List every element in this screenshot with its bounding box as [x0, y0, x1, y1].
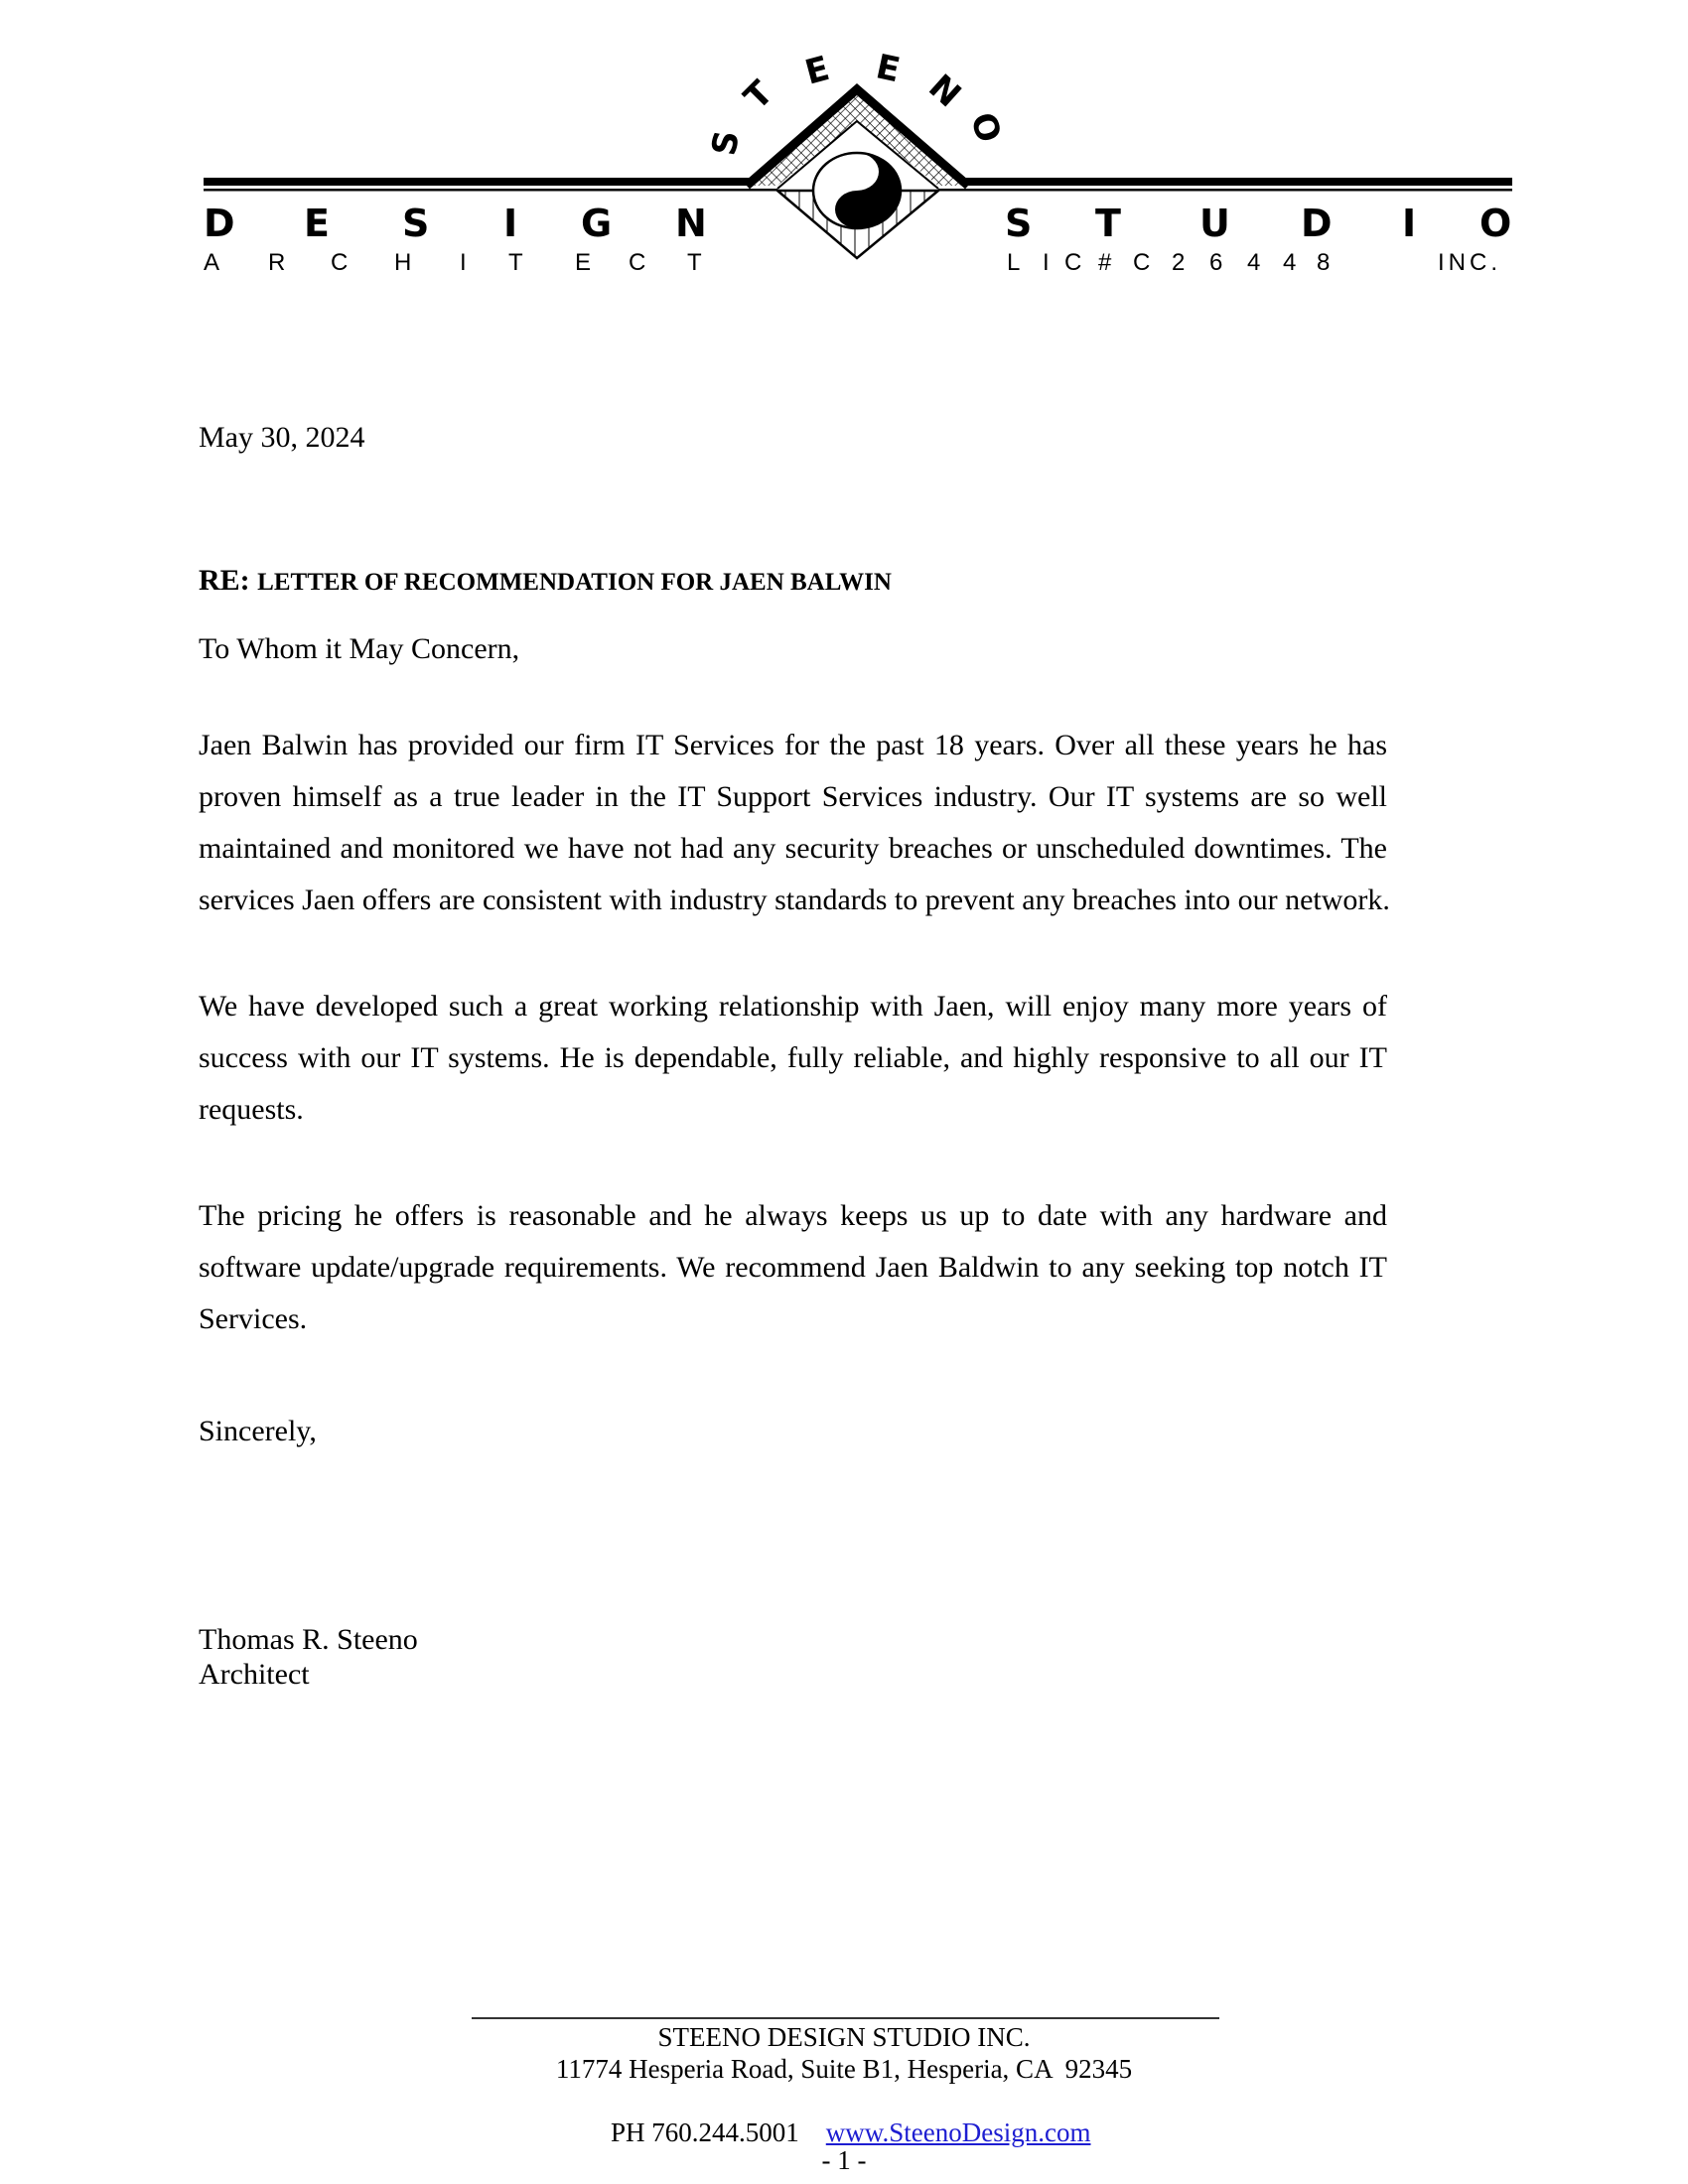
signer-name: Thomas R. Steeno	[199, 1623, 418, 1656]
logo-bar-left	[204, 178, 777, 192]
logo-letter: C	[1133, 249, 1151, 276]
paragraph-line: The pricing he offers is reasonable and he always keeps us up to date with any hardware and	[199, 1199, 1387, 1232]
logo-letter: I	[1043, 249, 1050, 276]
paragraph-line: maintained and monitored we have not had any security breaches or unscheduled downtimes. The	[199, 832, 1387, 865]
letterhead-logo	[0, 0, 1688, 298]
paragraph-line: requests.	[199, 1093, 304, 1126]
footer-contact	[0, 2085, 1688, 2148]
logo-letter: 2	[1172, 249, 1186, 276]
logo-letter: G	[581, 202, 613, 245]
paragraph-line: proven himself as a true leader in the IT Support Services industry. Our IT systems are so well	[199, 780, 1387, 813]
logo-letter: T	[508, 249, 523, 276]
logo-letter: L	[1007, 249, 1021, 276]
paragraph-line: success with our IT systems. He is dependable, fully reliable, and highly responsive to all our IT	[199, 1041, 1387, 1074]
arc-letter: S	[704, 127, 748, 159]
logo-letter: E	[575, 249, 592, 276]
logo-studio-word	[1005, 202, 1511, 245]
logo-letter: S	[402, 202, 430, 245]
logo-letter: R	[268, 249, 286, 276]
footer-divider	[472, 2017, 1219, 2019]
paragraph-line: Services.	[199, 1302, 308, 1335]
logo-letter: C	[331, 249, 349, 276]
closing: Sincerely,	[199, 1415, 317, 1447]
body-paragraph-3	[199, 1190, 1387, 1345]
website-link[interactable]: www.SteenoDesign.com	[825, 2117, 1091, 2147]
logo-license-number	[1007, 249, 1330, 276]
logo-letter: T	[1095, 202, 1121, 245]
arc-letter: O	[961, 107, 1009, 148]
logo-letter: 8	[1317, 249, 1331, 276]
paragraph-line: We have developed such a great working relationship with Jaen, will enjoy many more years of	[199, 990, 1387, 1023]
logo-letter: S	[1005, 202, 1033, 245]
logo-design-word	[204, 202, 707, 245]
logo-letter: N	[675, 202, 707, 245]
arc-letter: N	[920, 67, 969, 116]
yin-yang-icon	[813, 153, 901, 228]
signer-title: Architect	[199, 1658, 310, 1691]
logo-letter: D	[204, 202, 235, 245]
logo-letter: #	[1098, 249, 1112, 276]
logo-letter: I	[460, 249, 467, 276]
salutation: To Whom it May Concern,	[199, 632, 520, 665]
footer-phone: PH 760.244.5001	[611, 2117, 799, 2147]
subject-line	[199, 563, 892, 601]
logo-letter: E	[304, 202, 330, 245]
logo-letter: O	[1479, 202, 1512, 245]
paragraph-line: software update/upgrade requirements. We recommend Jaen Baldwin to any seeking top notch IT	[199, 1251, 1387, 1284]
page-number: - 1 -	[821, 2145, 867, 2175]
arc-letter: E	[800, 49, 834, 93]
body-paragraph-1	[199, 720, 1390, 926]
logo-letter: U	[1199, 202, 1230, 245]
logo-letter: I	[1402, 202, 1417, 245]
steeno-emblem-icon	[747, 89, 968, 258]
logo-letter: 4	[1247, 249, 1261, 276]
subject-prefix: RE:	[199, 564, 250, 597]
subject-text: LETTER OF RECOMMENDATION FOR JAEN BALWIN	[257, 569, 892, 596]
logo-letter: C	[1064, 249, 1082, 276]
logo-architect-word	[204, 249, 702, 276]
body-paragraph-2	[199, 981, 1387, 1136]
logo-letter: 4	[1283, 249, 1297, 276]
logo-letter: D	[1301, 202, 1333, 245]
logo-letter: H	[394, 249, 412, 276]
arc-letter: E	[872, 47, 904, 91]
footer-spacer	[799, 2117, 826, 2147]
logo-letter: 6	[1209, 249, 1223, 276]
arc-letter: T	[736, 72, 781, 118]
paragraph-line: Jaen Balwin has provided our firm IT Services for the past 18 years. Over all these years he has	[199, 729, 1387, 761]
logo-letter: C	[629, 249, 646, 276]
paragraph-line: services Jaen offers are consistent with industry standards to prevent any breaches into our network.	[199, 884, 1390, 916]
logo-letter: I	[503, 202, 518, 245]
logo-letter: A	[204, 249, 220, 276]
logo-letter: T	[687, 249, 702, 276]
letter-date: May 30, 2024	[199, 421, 365, 454]
footer-address: 11774 Hesperia Road, Suite B1, Hesperia, CA 92345	[555, 2054, 1133, 2084]
footer-company: STEENO DESIGN STUDIO INC.	[657, 2022, 1031, 2052]
logo-bar-right	[938, 178, 1512, 192]
logo-inc-suffix: INC.	[1438, 249, 1501, 276]
